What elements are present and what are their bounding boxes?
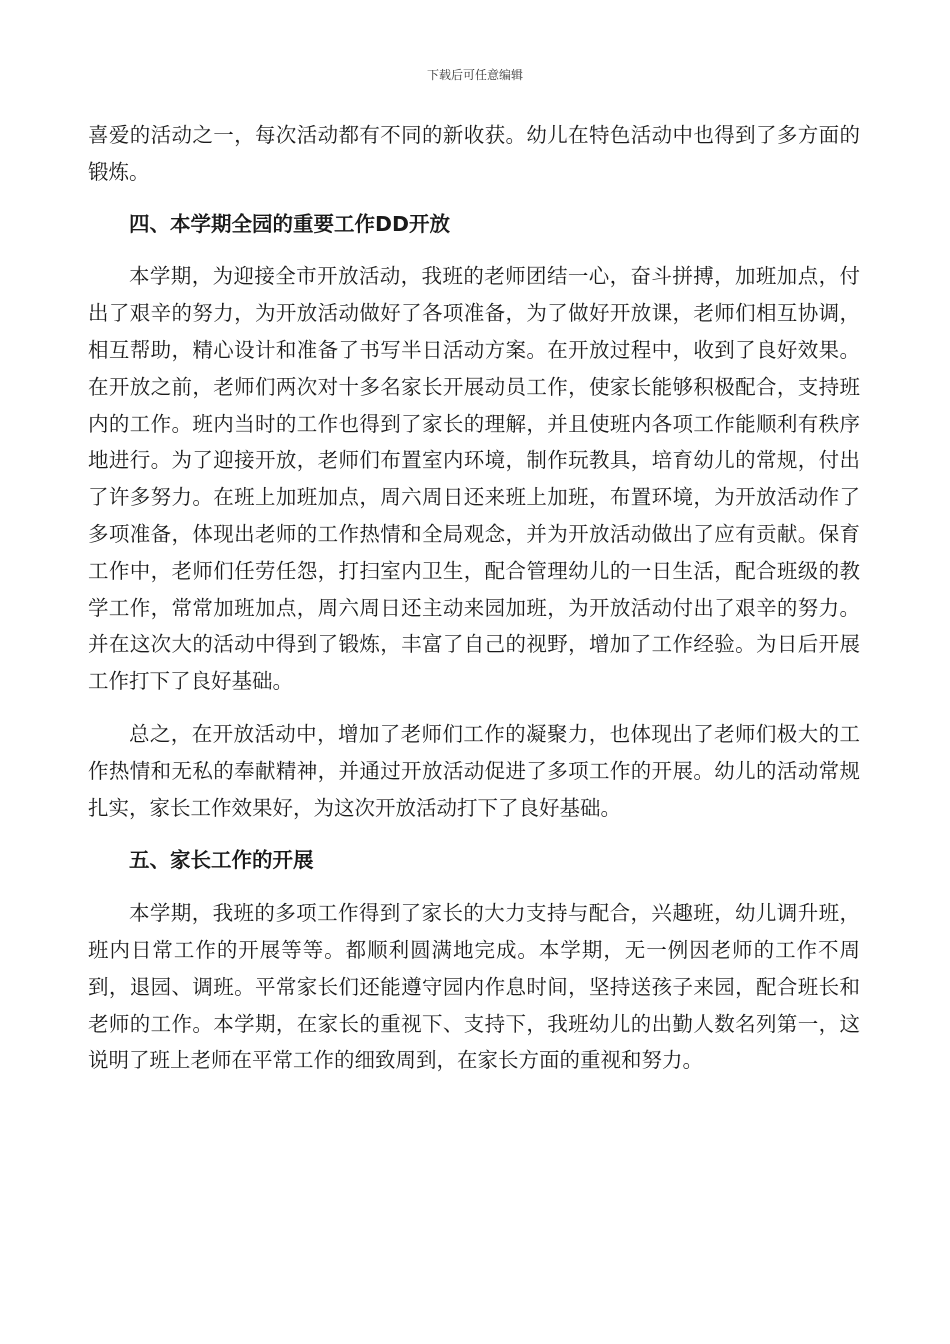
document-body [88, 117, 860, 1079]
page-header-note: 下载后可任意编辑 [426, 68, 523, 82]
paragraph-parent-work: 本学期，我班的多项工作得到了家长的大力支持与配合，兴趣班，幼儿调升班，班内日常工作的开展等等。都顺利圆满地完成。本学期，无一例因老师的工作不周到，退园、调班。平常家长们还能遵守园内作息时间，坚持送孩子来园，配合班长和老师的工作。本学期，在家长的重视下、支持下，我班幼儿的出勤人数名列第一，这说明了班上老师在平常工作的细致周到，在家长方面的重视和努力。 [88, 901, 860, 1073]
paragraph-summary: 总之，在开放活动中，增加了老师们工作的凝聚力，也体现出了老师们极大的工作热情和无私的奉献精神，并通过开放活动促进了多项工作的开展。幼儿的活动常规扎实，家长工作效果好，为这次开放活动打下了良好基础。 [88, 721, 860, 820]
section-heading-5: 五、家长工作的开展 [129, 848, 314, 873]
section-heading-4: 四、本学期全园的重要工作DD开放 [129, 211, 451, 236]
paragraph-continuation: 喜爱的活动之一，每次活动都有不同的新收获。幼儿在特色活动中也得到了多方面的锻炼。 [88, 123, 860, 184]
paragraph-open-activity: 本学期，为迎接全市开放活动，我班的老师团结一心，奋斗拼搏，加班加点，付出了艰辛的努力，为开放活动做好了各项准备，为了做好开放课，老师们相互协调，相互帮助，精心设计和准备了书写半日活动方案。在开放过程中，收到了良好效果。在开放之前，老师们两次对十多名家长开展动员工作，使家长能够积极配合，支持班内的工作。班内当时的工作也得到了家长的理解，并且使班内各项工作能顺利有秩序地进行。为了迎接开放，老师们布置室内环境，制作玩教具，培育幼儿的常规，付出了许多努力。在班上加班加点，周六周日还来班上加班，布置环境，为开放活动作了多项准备，体现出老师的工作热情和全局观念，并为开放活动做出了应有贡献。保育工作中，老师们任劳任怨，打扫室内卫生，配合管理幼儿的一日生活，配合班级的教学工作，常常加班加点，周六周日还主动来园加班，为开放活动付出了艰辛的努力。并在这次大的活动中得到了锻炼，丰富了自己的视野，增加了工作经验。为日后开展工作打下了良好基础。 [88, 264, 860, 694]
